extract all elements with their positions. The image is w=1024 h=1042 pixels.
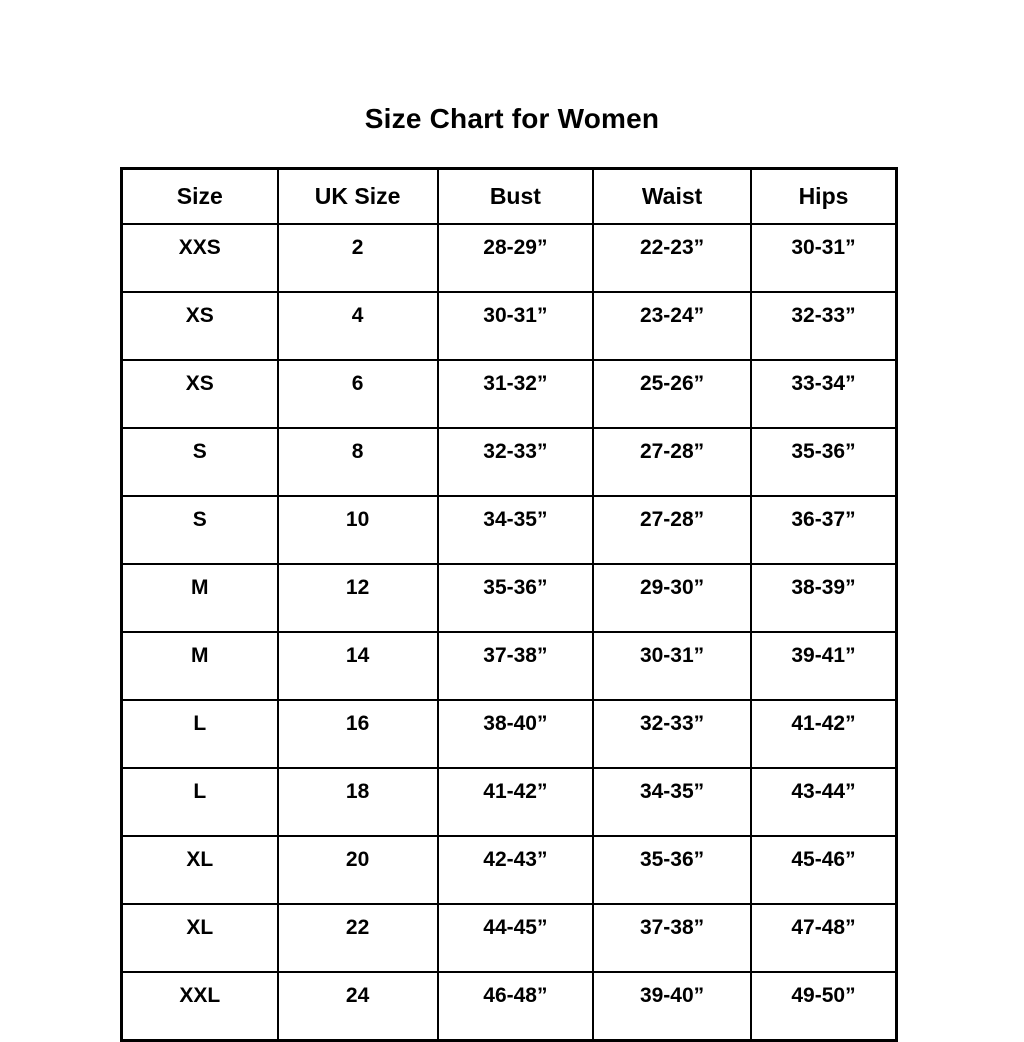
- table-cell: XS: [122, 292, 278, 360]
- table-cell: 45-46”: [751, 836, 897, 904]
- table-cell: 39-41”: [751, 632, 897, 700]
- table-cell: 20: [278, 836, 438, 904]
- table-row: [122, 768, 897, 836]
- table-cell: 12: [278, 564, 438, 632]
- table-cell: 28-29”: [438, 224, 594, 292]
- table-cell: 38-40”: [438, 700, 594, 768]
- column-header: Bust: [438, 169, 594, 225]
- table-cell: 41-42”: [438, 768, 594, 836]
- table-cell: 30-31”: [593, 632, 751, 700]
- table-cell: 43-44”: [751, 768, 897, 836]
- table-cell: 41-42”: [751, 700, 897, 768]
- table-cell: 24: [278, 972, 438, 1041]
- table-cell: 22-23”: [593, 224, 751, 292]
- table-row: [122, 972, 897, 1041]
- table-row: [122, 836, 897, 904]
- table-row: [122, 360, 897, 428]
- size-chart-table: [120, 167, 898, 1042]
- table-cell: 32-33”: [438, 428, 594, 496]
- table-cell: L: [122, 700, 278, 768]
- table-cell: 8: [278, 428, 438, 496]
- table-cell: 39-40”: [593, 972, 751, 1041]
- table-cell: 44-45”: [438, 904, 594, 972]
- table-cell: 36-37”: [751, 496, 897, 564]
- table-cell: 34-35”: [438, 496, 594, 564]
- table-cell: 37-38”: [593, 904, 751, 972]
- table-cell: 35-36”: [593, 836, 751, 904]
- table-cell: 35-36”: [438, 564, 594, 632]
- table-cell: M: [122, 632, 278, 700]
- table-cell: 30-31”: [751, 224, 897, 292]
- column-header: Waist: [593, 169, 751, 225]
- table-cell: 27-28”: [593, 428, 751, 496]
- table-cell: 35-36”: [751, 428, 897, 496]
- table-cell: 2: [278, 224, 438, 292]
- table-cell: XL: [122, 904, 278, 972]
- table-row: [122, 224, 897, 292]
- table-cell: 6: [278, 360, 438, 428]
- table-row: [122, 564, 897, 632]
- table-cell: 25-26”: [593, 360, 751, 428]
- column-header: UK Size: [278, 169, 438, 225]
- table-cell: 32-33”: [593, 700, 751, 768]
- table-cell: 32-33”: [751, 292, 897, 360]
- table-cell: 16: [278, 700, 438, 768]
- column-header: Hips: [751, 169, 897, 225]
- table-cell: 18: [278, 768, 438, 836]
- table-body: [122, 224, 897, 1041]
- table-cell: 38-39”: [751, 564, 897, 632]
- table-cell: L: [122, 768, 278, 836]
- table-cell: 10: [278, 496, 438, 564]
- table-row: [122, 292, 897, 360]
- table-cell: 4: [278, 292, 438, 360]
- table-cell: S: [122, 496, 278, 564]
- table-cell: 47-48”: [751, 904, 897, 972]
- table-head: [122, 169, 897, 225]
- table-cell: S: [122, 428, 278, 496]
- table-cell: XS: [122, 360, 278, 428]
- table-cell: 34-35”: [593, 768, 751, 836]
- table-cell: 37-38”: [438, 632, 594, 700]
- table-cell: 14: [278, 632, 438, 700]
- table-row: [122, 496, 897, 564]
- column-header: Size: [122, 169, 278, 225]
- table-cell: 33-34”: [751, 360, 897, 428]
- table-row: [122, 428, 897, 496]
- table-cell: M: [122, 564, 278, 632]
- table-cell: 27-28”: [593, 496, 751, 564]
- table-cell: 46-48”: [438, 972, 594, 1041]
- table-cell: XL: [122, 836, 278, 904]
- table-cell: 22: [278, 904, 438, 972]
- table-cell: 23-24”: [593, 292, 751, 360]
- table-cell: 31-32”: [438, 360, 594, 428]
- table-cell: XXS: [122, 224, 278, 292]
- table-cell: 29-30”: [593, 564, 751, 632]
- table-row: [122, 904, 897, 972]
- table-header-row: [122, 169, 897, 225]
- table-cell: XXL: [122, 972, 278, 1041]
- table-cell: 49-50”: [751, 972, 897, 1041]
- table-row: [122, 632, 897, 700]
- page-title: Size Chart for Women: [364, 103, 660, 134]
- table-cell: 42-43”: [438, 836, 594, 904]
- table-row: [122, 700, 897, 768]
- table-cell: 30-31”: [438, 292, 594, 360]
